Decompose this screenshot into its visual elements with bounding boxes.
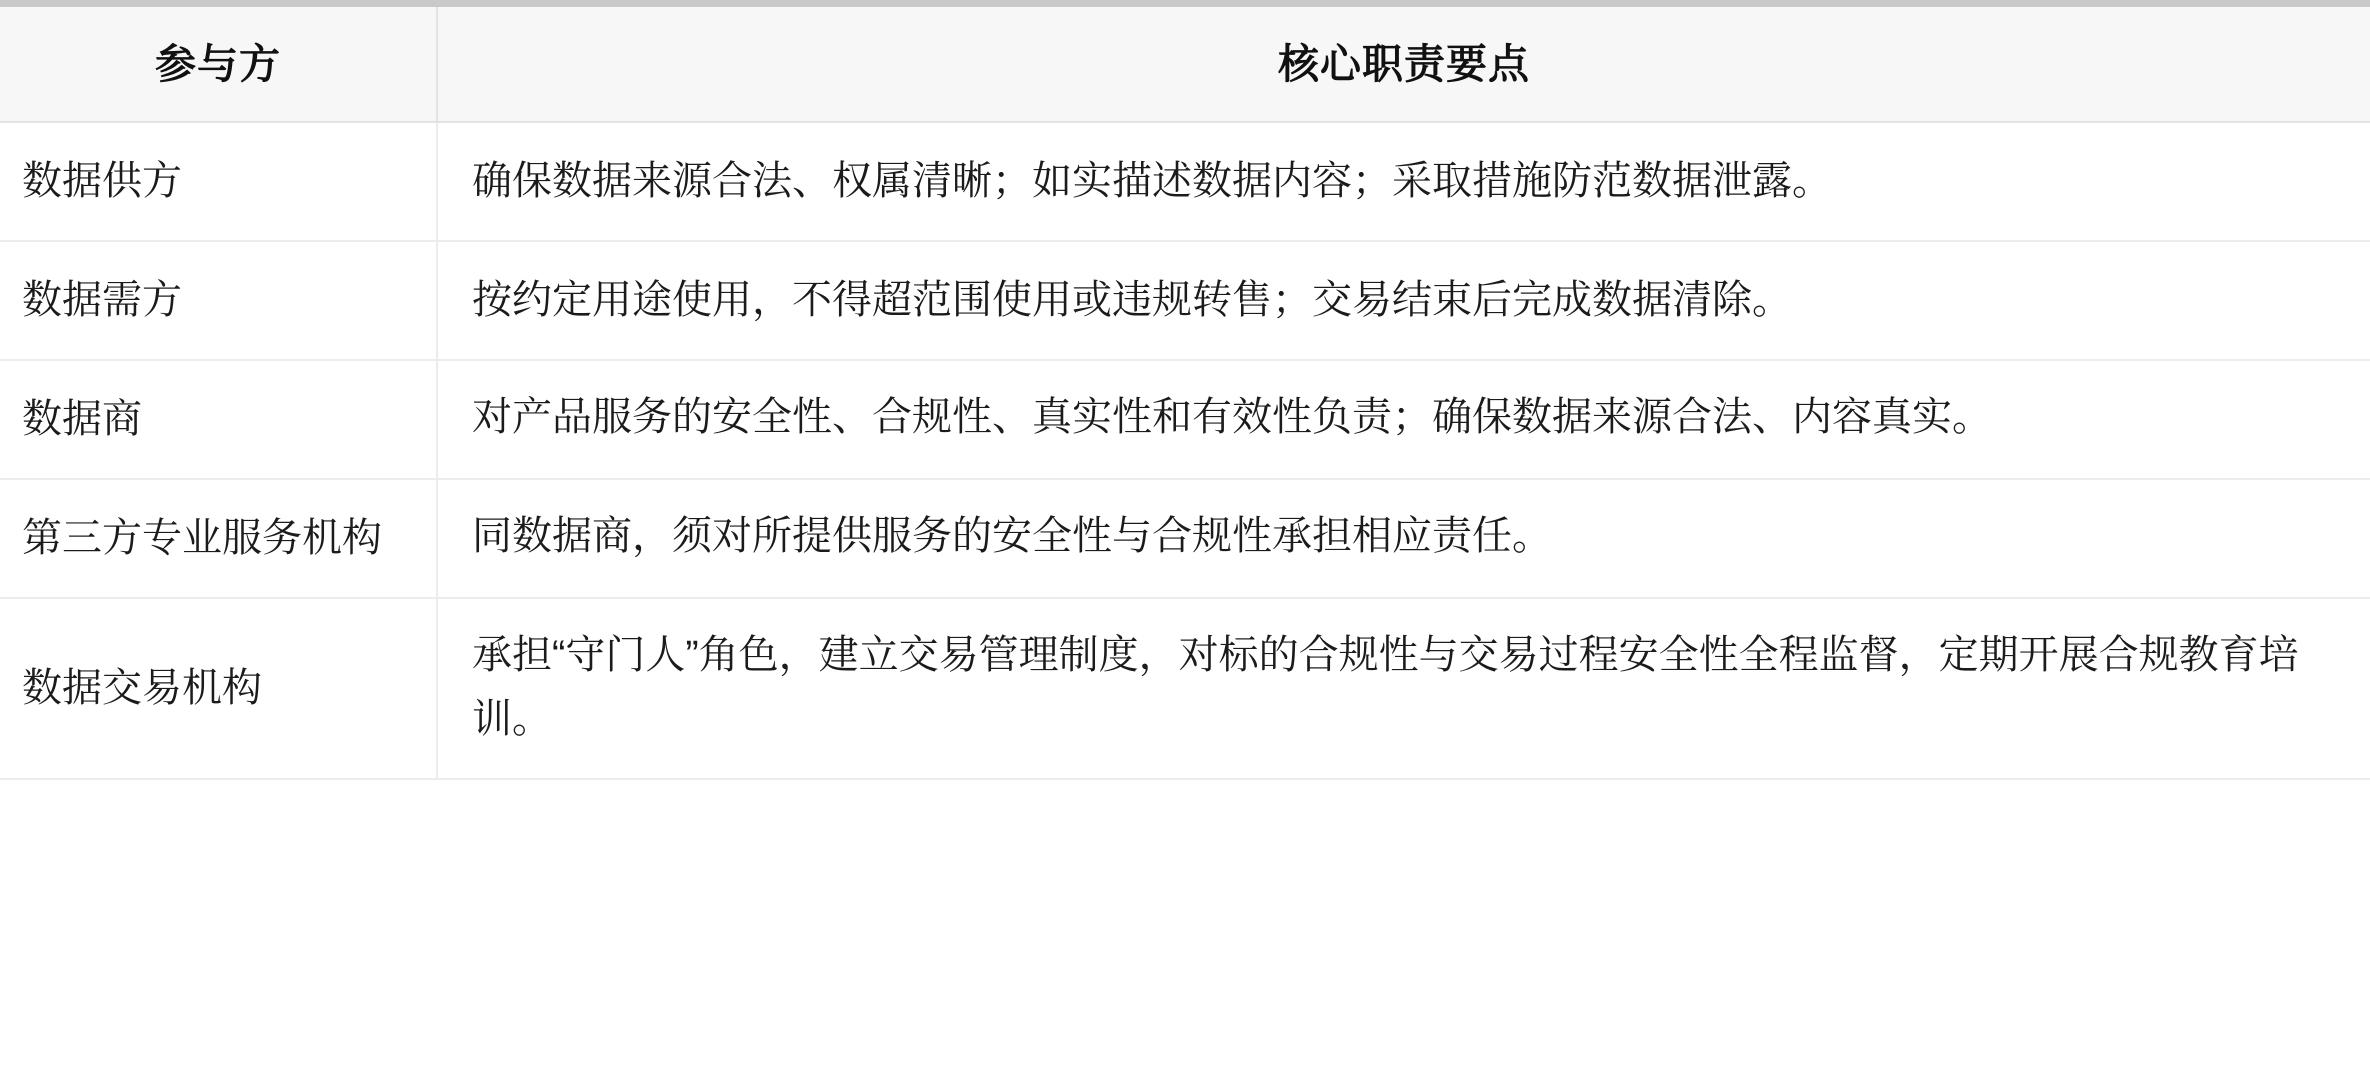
- table-row: [0, 360, 2370, 479]
- cell-duty: 确保数据来源合法、权属清晰；如实描述数据内容；采取措施防范数据泄露。: [437, 122, 2370, 241]
- cell-party: 数据供方: [0, 122, 437, 241]
- responsibility-table-container: [0, 7, 2370, 780]
- top-divider: [0, 0, 2370, 7]
- cell-duty: 按约定用途使用，不得超范围使用或违规转售；交易结束后完成数据清除。: [437, 241, 2370, 360]
- table-row: [0, 122, 2370, 241]
- table-row: [0, 241, 2370, 360]
- cell-duty: 同数据商，须对所提供服务的安全性与合规性承担相应责任。: [437, 479, 2370, 598]
- table-row: [0, 479, 2370, 598]
- column-header-party: 参与方: [0, 7, 437, 122]
- table-header: [0, 7, 2370, 122]
- cell-duty: 承担“守门人”角色，建立交易管理制度，对标的合规性与交易过程安全性全程监督，定期开展合规教育培训。: [437, 598, 2370, 780]
- cell-duty: 对产品服务的安全性、合规性、真实性和有效性负责；确保数据来源合法、内容真实。: [437, 360, 2370, 479]
- column-header-duty: 核心职责要点: [437, 7, 2370, 122]
- table-header-row: [0, 7, 2370, 122]
- table-body: [0, 122, 2370, 779]
- table-row: [0, 598, 2370, 780]
- cell-party: 数据交易机构: [0, 598, 437, 780]
- responsibility-table: [0, 7, 2370, 780]
- cell-party: 第三方专业服务机构: [0, 479, 437, 598]
- cell-party: 数据商: [0, 360, 437, 479]
- cell-party: 数据需方: [0, 241, 437, 360]
